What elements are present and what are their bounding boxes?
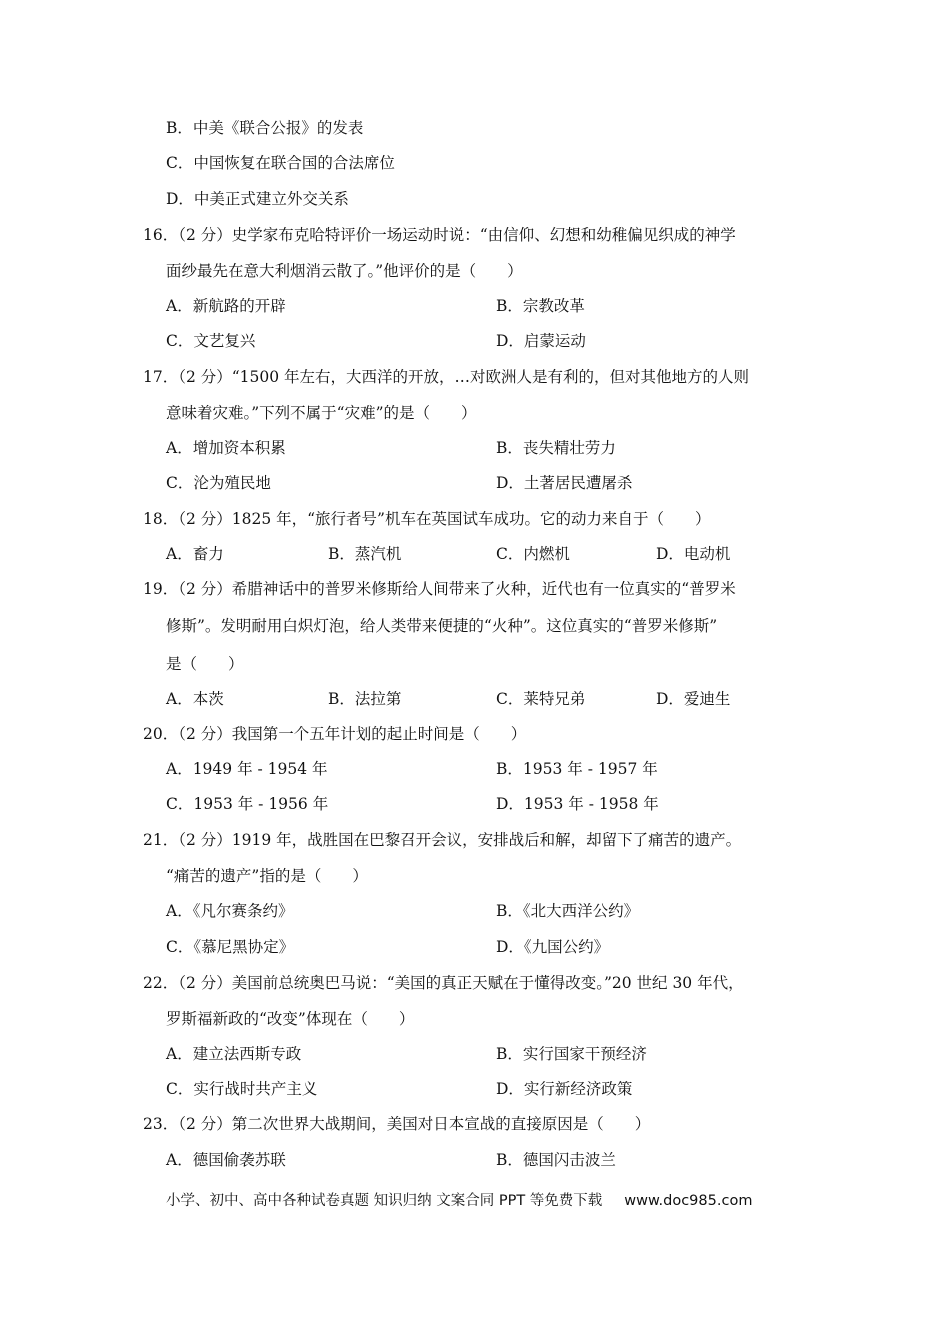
q16-option-b: B．宗教改革 xyxy=(496,297,585,315)
q19-stem-line3: 是（ ） xyxy=(166,655,244,673)
q19-option-c: C．莱特兄弟 xyxy=(496,690,586,708)
q17-option-d: D．土著居民遭屠杀 xyxy=(496,474,633,492)
q16-option-c: C．文艺复兴 xyxy=(166,332,256,350)
q23-option-a: A．德国偷袭苏联 xyxy=(166,1151,286,1169)
q16-stem-line2: 面纱最先在意大利烟消云散了。”他评价的是（ ） xyxy=(166,262,523,280)
q19-stem-line1: 19．（2 分）希腊神话中的普罗米修斯给人间带来了火种，近代也有一位真实的“普罗米 xyxy=(143,580,736,598)
q17-option-a: A．增加资本积累 xyxy=(166,439,286,457)
q21-option-d: D．《九国公约》 xyxy=(496,938,610,956)
q22-option-d: D．实行新经济政策 xyxy=(496,1080,633,1098)
q16-option-a: A．新航路的开辟 xyxy=(166,297,286,315)
q21-option-c: C．《慕尼黑协定》 xyxy=(166,938,295,956)
q19-option-b: B．法拉第 xyxy=(328,690,402,708)
q23-stem-line1: 23．（2 分）第二次世界大战期间，美国对日本宣战的直接原因是（ ） xyxy=(143,1115,651,1133)
q19-option-d: D．爱迪生 xyxy=(656,690,731,708)
footer-url[interactable]: www.doc985.com xyxy=(624,1193,753,1209)
q22-option-b: B．实行国家干预经济 xyxy=(496,1045,647,1063)
q20-option-d: D．1953 年 - 1958 年 xyxy=(496,795,659,813)
q18-option-a: A．畜力 xyxy=(166,545,224,563)
footer-text: 小学、初中、高中各种试卷真题 知识归纳 文案合同 PPT 等免费下载 xyxy=(166,1193,603,1209)
q19-option-a: A．本茨 xyxy=(166,690,224,708)
q22-stem-line2: 罗斯福新政的“改变”体现在（ ） xyxy=(166,1010,415,1028)
q18-option-b: B．蒸汽机 xyxy=(328,545,402,563)
q23-option-b: B．德国闪击波兰 xyxy=(496,1151,616,1169)
q17-option-b: B．丧失精壮劳力 xyxy=(496,439,616,457)
q20-stem-line1: 20．（2 分）我国第一个五年计划的起止时间是（ ） xyxy=(143,725,527,743)
q21-stem-line1: 21．（2 分）1919 年，战胜国在巴黎召开会议，安排战后和解，却留下了痛苦的遗产。 xyxy=(143,831,742,849)
q17-stem-line2: 意味着灾难。”下列不属于“灾难”的是（ ） xyxy=(166,404,477,422)
q22-stem-line1: 22．（2 分）美国前总统奥巴马说：“美国的真正天赋在于懂得改变。”20 世纪 30 年代， xyxy=(143,974,744,992)
q17-option-c: C．沦为殖民地 xyxy=(166,474,271,492)
q15-option-c: C．中国恢复在联合国的合法席位 xyxy=(166,154,395,172)
q19-stem-line2: 修斯”。发明耐用白炽灯泡，给人类带来便捷的“火种”。这位真实的“普罗米修斯” xyxy=(166,617,718,635)
q15-option-b: B．中美《联合公报》的发表 xyxy=(166,119,364,137)
q21-stem-line2: “痛苦的遗产”指的是（ ） xyxy=(166,867,368,885)
q15-option-d: D．中美正式建立外交关系 xyxy=(166,190,349,208)
q22-option-c: C．实行战时共产主义 xyxy=(166,1080,318,1098)
q20-option-a: A．1949 年 - 1954 年 xyxy=(166,760,328,778)
q16-option-d: D．启蒙运动 xyxy=(496,332,586,350)
q18-option-c: C．内燃机 xyxy=(496,545,570,563)
q21-option-b: B．《北大西洋公约》 xyxy=(496,902,640,920)
q21-option-a: A．《凡尔赛条约》 xyxy=(166,902,294,920)
q20-option-c: C．1953 年 - 1956 年 xyxy=(166,795,329,813)
page-footer xyxy=(166,1191,752,1211)
q22-option-a: A．建立法西斯专政 xyxy=(166,1045,302,1063)
q20-option-b: B．1953 年 - 1957 年 xyxy=(496,760,658,778)
q17-stem-line1: 17．（2 分）“1500 年左右，大西洋的开放，…对欧洲人是有利的，但对其他地方的人则 xyxy=(143,368,750,386)
q16-stem-line1: 16．（2 分）史学家布克哈特评价一场运动时说：“由信仰、幻想和幼稚偏见织成的神学 xyxy=(143,226,736,244)
q18-option-d: D．电动机 xyxy=(656,545,731,563)
q18-stem-line1: 18．（2 分）1825 年，“旅行者号”机车在英国试车成功。它的动力来自于（ ） xyxy=(143,510,711,528)
